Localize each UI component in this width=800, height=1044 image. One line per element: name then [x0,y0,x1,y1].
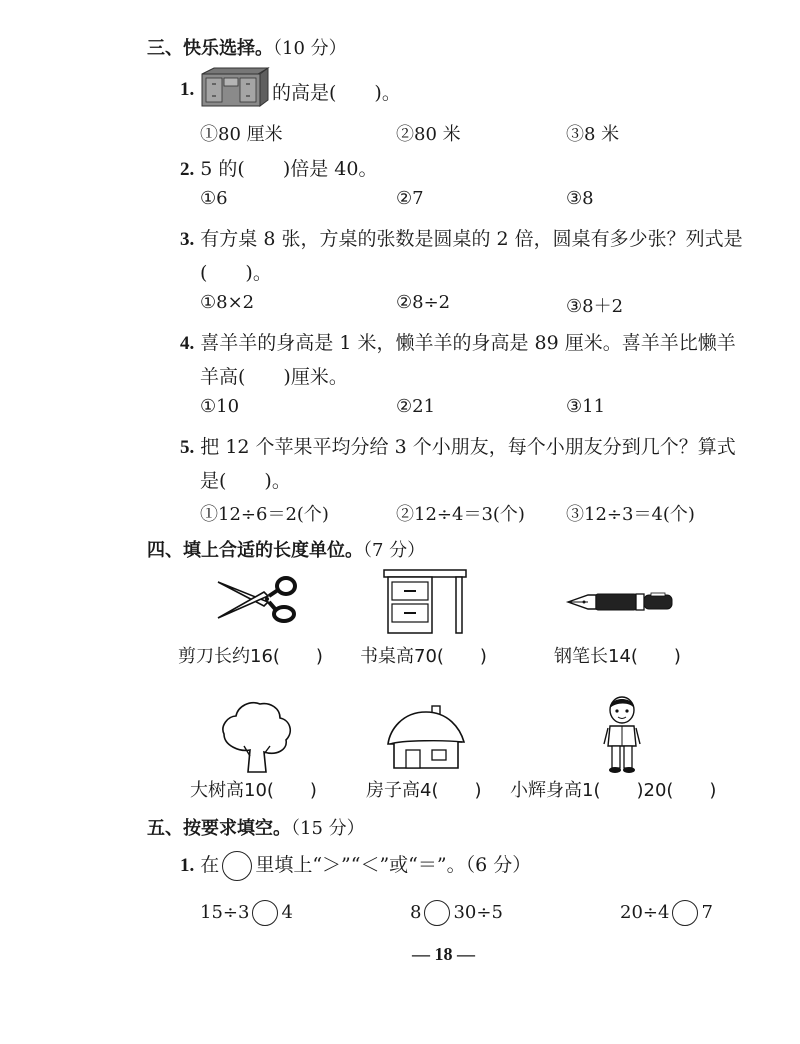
q1-option-2: ②80 米 [396,124,461,145]
q4-option-3: ③11 [566,396,606,417]
q4-option-2: ②21 [396,396,436,417]
q5-option-2: ②12÷4＝3(个) [396,504,525,525]
compare-expr-1: 15÷3 4 [200,900,293,926]
section-3-title: 三、快乐选择。（10 分） [147,38,347,59]
q5: 5. 把 12 个苹果平均分给 3 个小朋友，每个小朋友分到几个？算式 [180,436,736,458]
q3-option-3: ③8＋2 [566,296,624,317]
compare-expr-3: 20÷4 7 [620,900,713,926]
pen-label: 钢笔长14( ) [554,646,681,667]
q5-option-3: ③12÷3＝4(个) [566,504,695,525]
scissors-label: 剪刀长约16( ) [178,646,323,667]
boy-label: 小辉身高1( )20( ) [510,780,717,801]
q4-line2: 羊高( )厘米。 [200,366,348,388]
q1-option-3: ③8 米 [566,124,620,145]
q5-line2: 是( )。 [200,470,291,492]
q3-option-1: ①8×2 [200,292,255,313]
boy-icon [600,694,644,774]
fountain-pen-icon [566,590,676,614]
desk-label: 书桌高70( ) [360,646,487,667]
house-label: 房子高4( ) [366,780,482,801]
desk-icon [382,568,468,634]
q5-option-1: ①12÷6＝2(个) [200,504,329,525]
compare-circle-2[interactable] [424,900,450,926]
compare-circle-1[interactable] [252,900,278,926]
house-icon [386,704,466,770]
compare-circle-3[interactable] [672,900,698,926]
q1: 1. [180,79,195,100]
page-number: — 18 — [412,944,475,964]
q4: 4. 喜羊羊的身高是 1 米，懒羊羊的身高是 89 厘米。喜羊羊比懒羊 [180,332,736,354]
q1-text: 的高是( )。 [272,82,401,104]
scissors-icon [216,574,298,624]
q1-option-1: ①80 厘米 [200,124,283,145]
compare-expr-2: 8 30÷5 [410,900,503,926]
q3-option-2: ②8÷2 [396,292,451,313]
answer-circle-icon [222,851,252,881]
section-4-title: 四、填上合适的长度单位。（7 分） [147,540,426,561]
q3-line2: ( )。 [200,262,272,284]
tree-icon [218,700,294,774]
q2: 2. 5 的( )倍是 40。 [180,158,378,180]
q2-option-1: ①6 [200,188,228,209]
q2-option-3: ③8 [566,188,594,209]
tree-label: 大树高10( ) [190,780,317,801]
desk-icon [200,66,270,108]
q2-option-2: ②7 [396,188,424,209]
s5-q1: 1. 在 里填上“＞”“＜”或“＝”。（6 分） [180,850,531,881]
q3: 3. 有方桌 8 张，方桌的张数是圆桌的 2 倍，圆桌有多少张？列式是 [180,228,743,250]
section-5-title: 五、按要求填空。（15 分） [147,818,365,839]
q4-option-1: ①10 [200,396,240,417]
